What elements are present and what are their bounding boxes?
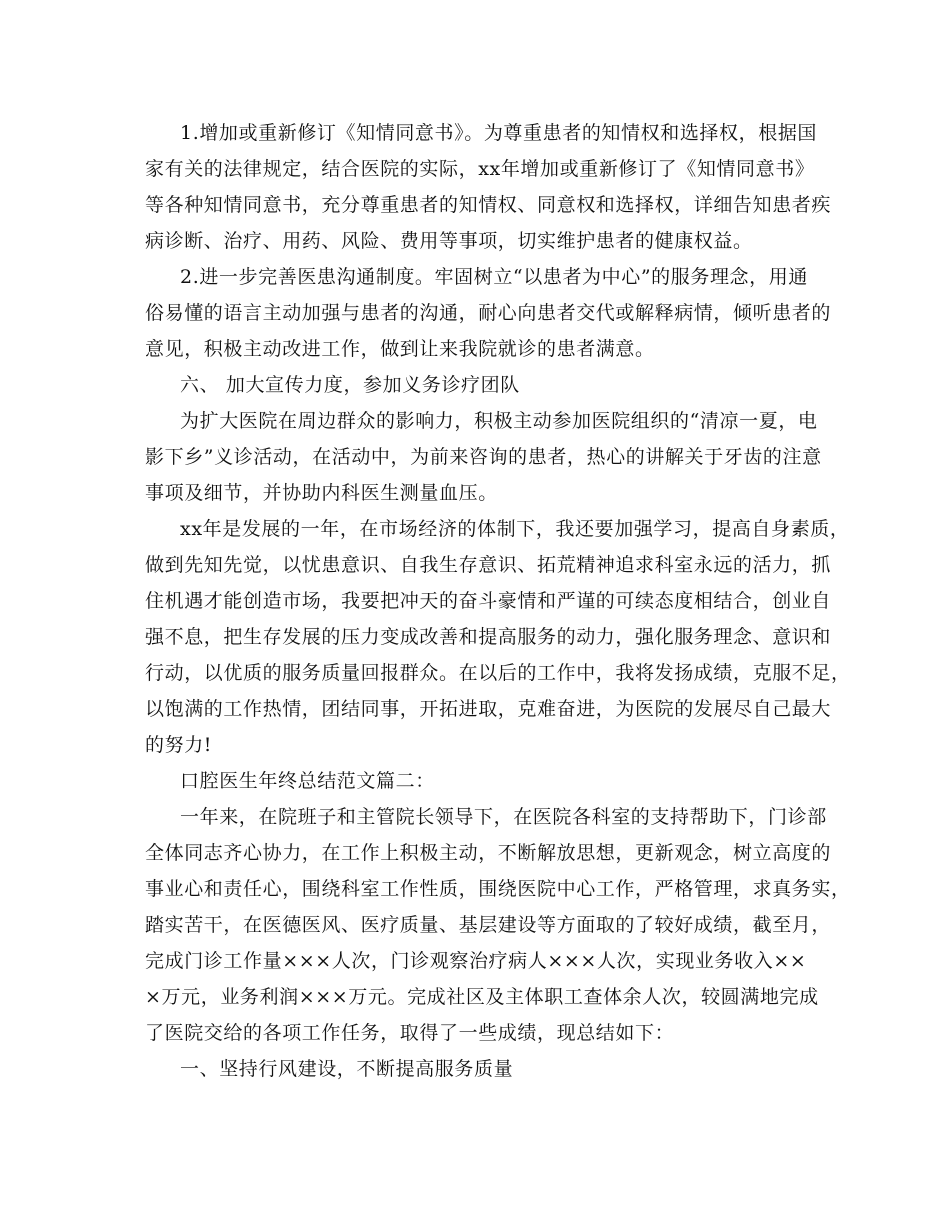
text-line: 等各种知情同意书，充分尊重患者的知情权、同意权和选择权，详细告知患者疾 <box>145 194 832 216</box>
text-line: 病诊断、治疗、用药、风险、费用等事项，切实维护患者的健康权益。 <box>145 230 753 252</box>
text-line: 以饱满的工作热情，团结同事，开拓进取，克难奋进，为医院的发展尽自己最大 <box>145 698 832 720</box>
text-line: ×万元，业务利润×××万元。完成社区及主体职工查体余人次，较圆满地完成 <box>145 986 819 1008</box>
text-line: 了医院交给的各项工作任务，取得了一些成绩，现总结如下： <box>145 1022 675 1044</box>
section-heading: 口腔医生年终总结范文篇二： <box>180 770 435 792</box>
section-heading: 六、 加大宣传力度，参加义务诊疗团队 <box>180 374 520 396</box>
text-line: 全体同志齐心协力，在工作上积极主动，不断解放思想，更新观念，树立高度的 <box>145 842 832 864</box>
text-line: 为扩大医院在周边群众的影响力，积极主动参加医院组织的“清凉一夏，电 <box>180 410 818 432</box>
text-line: 的努力! <box>145 734 213 756</box>
text-line: 强不息，把生存发展的压力变成改善和提高服务的动力，强化服务理念、意识和 <box>145 626 832 648</box>
text-line: xx年是发展的一年，在市场经济的体制下，我还要加强学习，提高自身素质， <box>180 518 850 540</box>
text-line: 家有关的法律规定，结合医院的实际，xx年增加或重新修订了《知情同意书》 <box>145 158 815 180</box>
text-line: 意见，积极主动改进工作，做到让来我院就诊的患者满意。 <box>145 338 655 360</box>
text-line: 事项及细节，并协助内科医生测量血压。 <box>145 482 498 504</box>
text-line: 完成门诊工作量×××人次，门诊观察治疗病人×××人次，实现业务收入×× <box>145 950 807 972</box>
text-line: 做到先知先觉，以忧患意识、自我生存意识、拓荒精神追求科室永远的活力，抓 <box>145 554 832 576</box>
text-line: 住机遇才能创造市场，我要把冲天的奋斗豪情和严谨的可续态度相结合，创业自 <box>145 590 832 612</box>
text-line: 事业心和责任心，围绕科室工作性质，围绕医院中心工作，严格管理，求真务实， <box>145 878 851 900</box>
text-line: 影下乡”义诊活动，在活动中，为前来咨询的患者，热心的讲解关于牙齿的注意 <box>145 446 822 468</box>
text-line: 1.增加或重新修订《知情同意书》。为尊重患者的知情权和选择权，根据国 <box>180 122 818 144</box>
text-line: 俗易懂的语言主动加强与患者的沟通，耐心向患者交代或解释病情，倾听患者的 <box>145 302 832 324</box>
text-line: 行动，以优质的服务质量回报群众。在以后的工作中，我将发扬成绩，克服不足， <box>145 662 851 684</box>
section-heading: 一、坚持行风建设，不断提高服务质量 <box>180 1058 514 1080</box>
text-line: 2.进一步完善医患沟通制度。牢固树立“以患者为中心”的服务理念，用通 <box>180 266 808 288</box>
text-line: 踏实苦干，在医德医风、医疗质量、基层建设等方面取的了较好成绩，截至月， <box>145 914 832 936</box>
text-line: 一年来，在院班子和主管院长领导下，在医院各科室的支持帮助下，门诊部 <box>180 806 827 828</box>
